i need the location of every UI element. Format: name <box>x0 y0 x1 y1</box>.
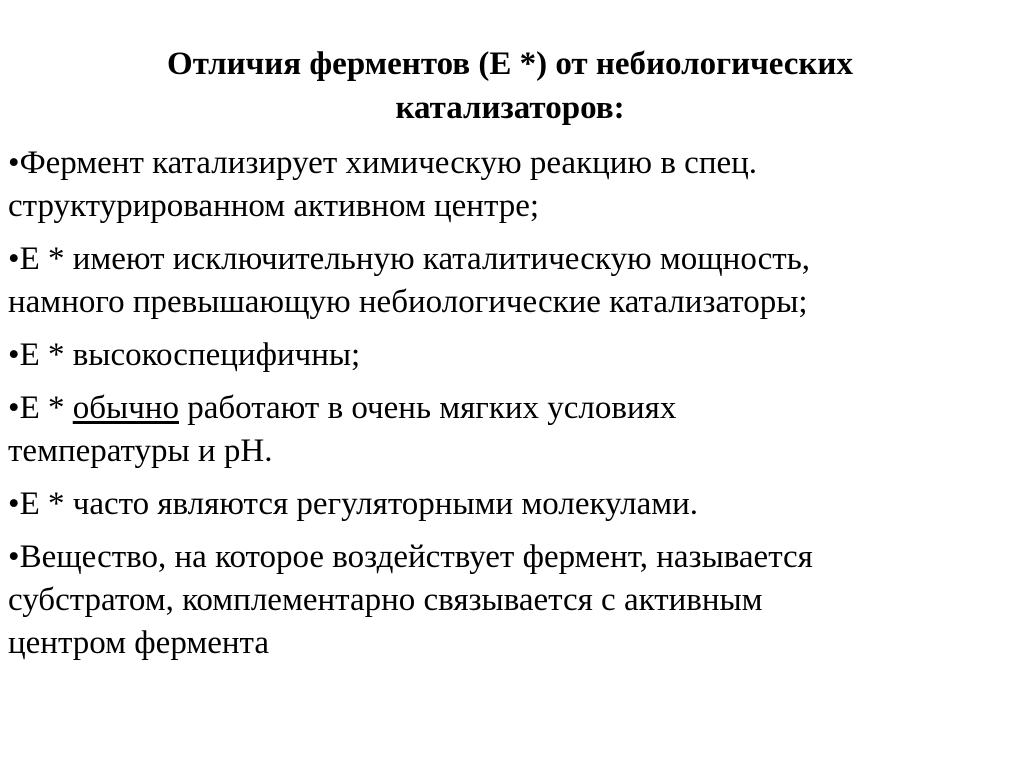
bullet-item-active-center <box>8 142 1008 228</box>
bullet-list <box>8 142 1008 675</box>
bullet-item-substrate <box>8 536 1008 665</box>
bullet-line-1: Вещество, на которое воздействует фермент, называется <box>19 539 813 575</box>
bullet-line-1: Е * высокоспецифичны; <box>19 337 361 373</box>
bullet-marker: • <box>8 486 20 522</box>
bullet-prefix: Е * <box>19 390 73 426</box>
bullet-rest: работают в очень мягких условиях <box>178 390 677 426</box>
bullet-item-mild-conditions <box>8 387 1008 473</box>
bullet-line-2: структурированном активном центре; <box>8 188 540 224</box>
bullet-line-2: температуры и рН. <box>8 433 273 469</box>
slide-title <box>40 42 980 130</box>
bullet-marker: • <box>8 337 20 373</box>
bullet-marker: • <box>8 390 20 426</box>
bullet-item-specificity <box>8 334 1008 377</box>
bullet-marker: • <box>8 145 20 181</box>
bullet-line-1: Фермент катализирует химическую реакцию в спец. <box>19 145 758 181</box>
underlined-word: обычно <box>72 390 179 426</box>
bullet-marker: • <box>8 241 20 277</box>
bullet-line-2: субстратом, комплементарно связывается с активным <box>8 582 763 618</box>
bullet-marker: • <box>8 539 20 575</box>
bullet-line-1: Е * имеют исключительную каталитическую мощность, <box>19 241 811 277</box>
bullet-line-3: центром фермента <box>8 625 269 661</box>
bullet-item-catalytic-power <box>8 238 1008 324</box>
slide-title-line-1: Отличия ферментов (Е *) от небиологических <box>167 46 853 82</box>
slide-title-line-2: катализаторов: <box>395 90 625 126</box>
bullet-line-1: Е * часто являются регуляторными молекулами. <box>19 486 699 522</box>
bullet-item-regulatory <box>8 483 1008 526</box>
bullet-line-2: намного превышающую небиологические катализаторы; <box>8 284 808 320</box>
